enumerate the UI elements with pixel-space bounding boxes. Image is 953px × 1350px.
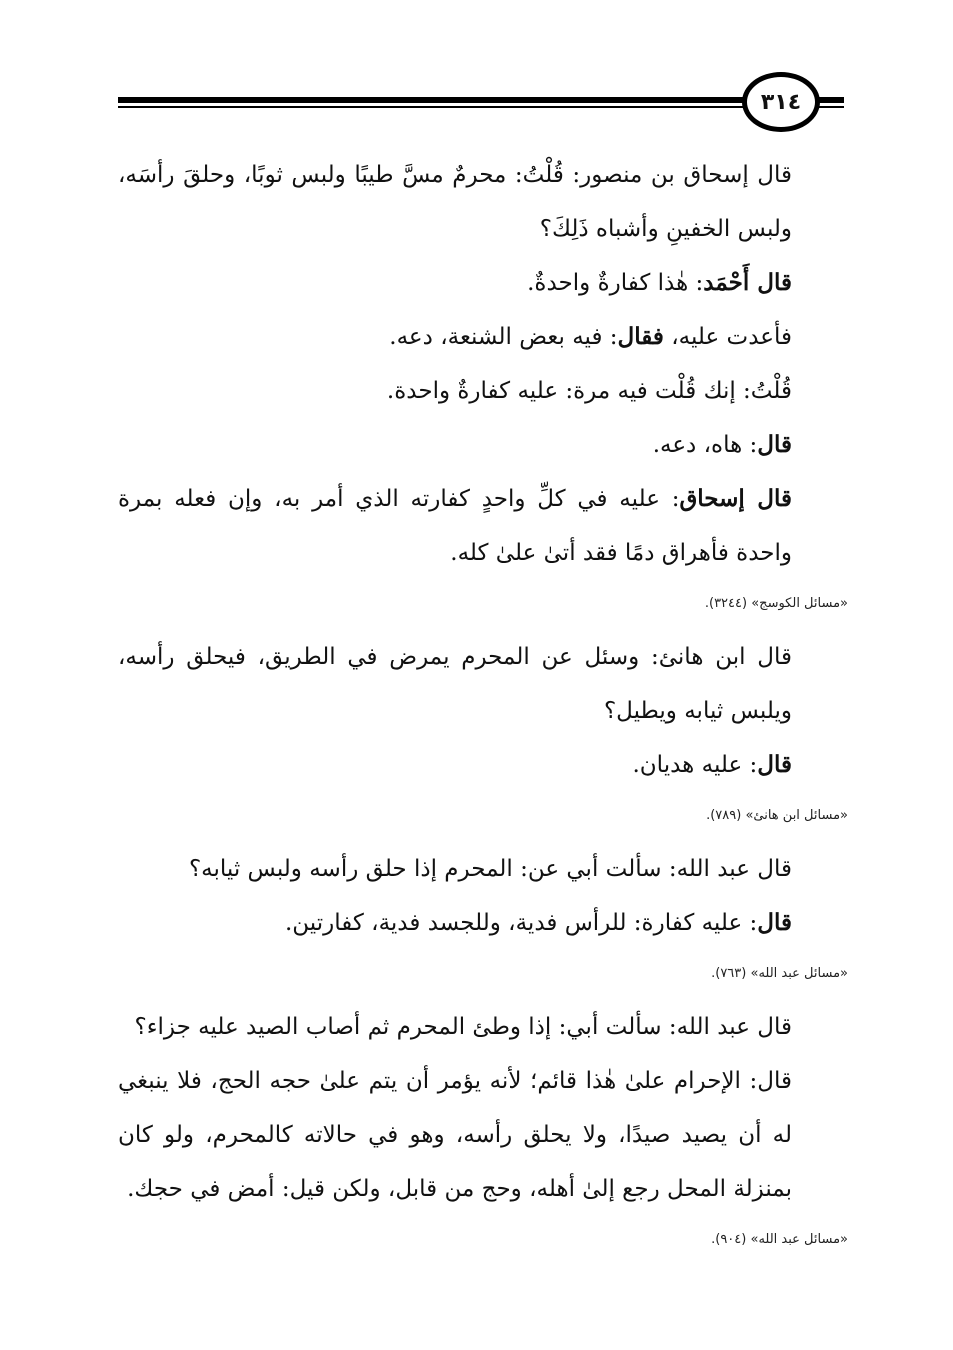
speaker-label: قال xyxy=(757,751,792,778)
paragraph: قال أَحْمَد: هٰذا كفارةٌ واحدةٌ. xyxy=(527,269,792,296)
text-block xyxy=(118,630,848,826)
header-rule xyxy=(118,97,748,103)
speaker-label: فقال xyxy=(617,323,664,350)
page-number-badge xyxy=(742,72,820,132)
speaker-label: قال إسحاق xyxy=(679,485,792,512)
paragraph: قال إسحاق: عليه في كلِّ واحدٍ كفارته الذي أمر به، وإن فعله بمرة واحدة فأهراق دمًا فقد أتىٰ علىٰ كله. xyxy=(118,485,792,566)
paragraph: قال عبد الله: سألت أبي عن: المحرم إذا حلق رأسه ولبس ثيابه؟ xyxy=(188,856,792,882)
header-rule-right xyxy=(818,97,844,103)
paragraph: فأعدت عليه، فقال: فيه بعض الشنعة، دعه. xyxy=(389,323,792,350)
page-header xyxy=(0,0,953,140)
page-number: ٣١٤ xyxy=(760,89,802,115)
speaker-label: قال xyxy=(757,431,792,458)
paragraph: قال عبد الله: سألت أبي: إذا وطئ المحرم ثم أصاب الصيد عليه جزاء؟ xyxy=(134,1014,792,1040)
source-citation: «مسائل ابن هانئ» (٧٨٩). xyxy=(706,808,848,823)
source-citation: «مسائل عبد الله» (٧٦٣). xyxy=(711,966,848,981)
speaker-label: قال أَحْمَد xyxy=(703,269,792,296)
paragraph: قُلْتُ: إنك قُلْت فيه مرة: عليه كفارةٌ واحدة. xyxy=(386,378,792,404)
paragraph: قال: عليه هديان. xyxy=(632,751,792,778)
text-block xyxy=(118,1000,848,1250)
speaker-label: قال xyxy=(757,909,792,936)
source-citation: «مسائل الكوسج» (٣٢٤٤). xyxy=(704,596,848,611)
paragraph: قال: هاه، دعه. xyxy=(652,431,792,458)
page-body xyxy=(118,148,848,1266)
header-rule-thin xyxy=(118,106,748,108)
source-citation: «مسائل عبد الله» (٩٠٤). xyxy=(711,1232,848,1247)
paragraph: قال: الإحرام علىٰ هٰذا قائم؛ لأنه يؤمر أن يتم علىٰ حجه الحج، فلا ينبغي له أن يصيد صيدًا، ولا يحلق رأسه، وهو في حالاته كالمحرم، ولو كان بمنزلة المحل رجع إلىٰ أهله، وحج من قابل، ولكن قيل: أمض في حجك. xyxy=(118,1068,792,1202)
text-block xyxy=(118,148,848,614)
text-block xyxy=(118,842,848,984)
paragraph: قال ابن هانئ: وسئل عن المحرم يمرض في الطريق، فيحلق رأسه، ويلبس ثيابه ويطيل؟ xyxy=(118,644,792,724)
header-rule-right-thin xyxy=(818,106,844,108)
paragraph: قال: عليه كفارة: للرأس فدية، وللجسد فدية، كفارتين. xyxy=(284,909,792,936)
paragraph: قال إسحاق بن منصور: قُلْتُ: محرمٌ مسَّ طيبًا ولبس ثوبًا، وحلقَ رأسَه، ولبس الخفينِ وأشباه ذَلِكَ؟ xyxy=(118,162,792,242)
